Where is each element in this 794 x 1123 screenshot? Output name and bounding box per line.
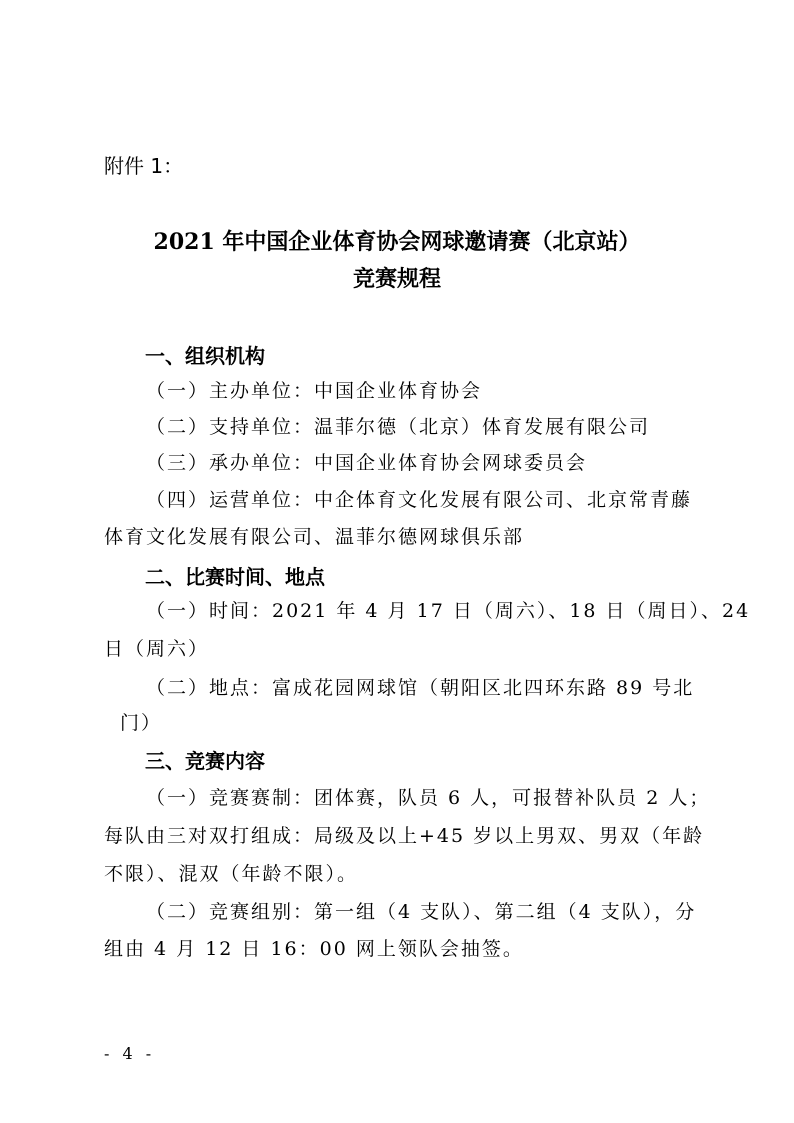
page-number: - 4 - [104, 1044, 156, 1063]
paragraph-line: （四）运营单位：中企体育文化发展有限公司、北京常青藤 [146, 489, 693, 511]
paragraph-line: 不限）、混双（年龄不限）。 [104, 863, 359, 885]
paragraph-line: 组由 4 月 12 日 16：00 网上领队会抽签。 [104, 938, 524, 960]
section-heading-competition-content: 三、竞赛内容 [145, 749, 265, 773]
paragraph-line: 门） [120, 712, 163, 734]
attachment-label: 附件 1： [104, 154, 184, 178]
document-title-line1: 2021 年中国企业体育协会网球邀请赛（北京站） [153, 229, 641, 255]
paragraph-line: （一）时间：2021 年 4 月 17 日（周六）、18 日（周日）、24 [146, 600, 751, 622]
paragraph-line: （二）支持单位：温菲尔德（北京）体育发展有限公司 [146, 416, 651, 438]
paragraph-line: （三）承办单位：中国企业体育协会网球委员会 [146, 452, 588, 474]
paragraph-line: （一）主办单位：中国企业体育协会 [146, 380, 483, 402]
paragraph-line: （二）地点：富成花园网球馆（朝阳区北四环东路 89 号北 [146, 677, 695, 699]
paragraph-line: 每队由三对双打组成：局级及以上+45 岁以上男双、男双（年龄 [104, 825, 705, 847]
document-title-line2: 竞赛规程 [352, 266, 441, 292]
section-heading-time-location: 二、比赛时间、地点 [145, 565, 325, 589]
paragraph-line: 体育文化发展有限公司、温菲尔德网球俱乐部 [104, 526, 525, 548]
section-heading-organization: 一、组织机构 [145, 344, 265, 368]
paragraph-line: （一）竞赛赛制：团体赛，队员 6 人，可报替补队员 2 人； [146, 787, 711, 809]
paragraph-line: 日（周六） [104, 638, 210, 660]
paragraph-line: （二）竞赛组别：第一组（4 支队）、第二组（4 支队），分 [146, 901, 697, 923]
